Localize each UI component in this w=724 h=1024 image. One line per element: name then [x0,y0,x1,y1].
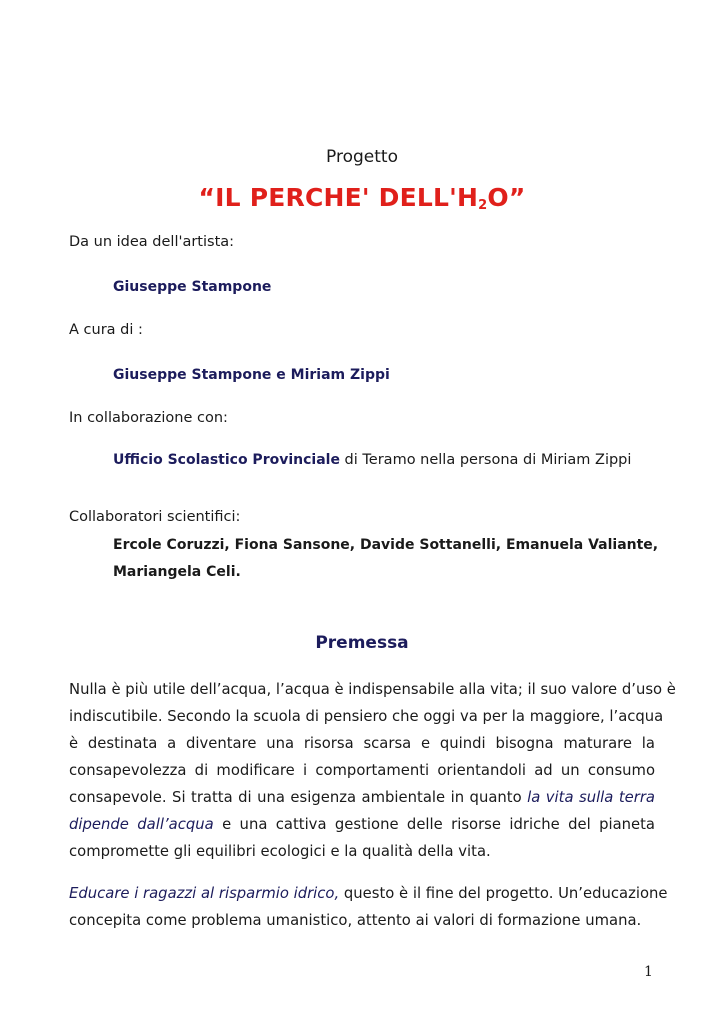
paragraph-1 [69,676,676,865]
text-span: questo è il fine del progetto. Un’educazione [339,885,668,902]
paragraph-line: Nulla è più utile dell’acqua, l’acqua è indispensabile alla vita; il suo valore d’uso è [69,681,676,698]
idea-label: Da un idea dell'artista: [69,234,235,250]
kicker: Progetto [326,147,398,167]
sci-names-line-1: Ercole Coruzzi, Fiona Sansone, Davide Sottanelli, Emanuela Valiante, [113,537,659,553]
title-subscript: 2 [478,198,488,213]
paragraph-line [69,811,655,838]
italic-span: la vita sulla terra [527,789,655,806]
paragraph-line: consapevolezza di modificare i comportamenti orientandoli ad un consumo [69,762,655,779]
idea-name: Giuseppe Stampone [113,279,272,295]
paragraph-line [69,880,668,907]
title-suffix: O” [487,183,526,212]
title-prefix: “IL PERCHE' DELL'H [198,183,479,212]
paragraph-line: indiscutibile. Secondo la scuola di pensiero che oggi va per la maggiore, l’acqua [69,708,664,725]
collab-org: Ufficio Scolastico Provinciale [113,452,340,468]
paragraph-line [69,784,655,811]
page-number: 1 [644,964,653,980]
italic-span: dipende dall’acqua [69,816,214,833]
sci-label: Collaboratori scientifici: [69,509,241,525]
text-span: e una cattiva gestione delle risorse idriche del pianeta [213,816,655,833]
page-title [0,183,724,213]
paragraph-line: concepita come problema umanistico, attento ai valori di formazione umana. [69,912,642,929]
collab-line [113,452,631,468]
paragraph-2 [69,880,668,934]
text-span: consapevole. Si tratta di una esigenza ambientale in quanto [69,789,528,806]
section-title: Premessa [315,633,409,653]
paragraph-line: compromette gli equilibri ecologici e la qualità della vita. [69,843,491,860]
italic-span: Educare i ragazzi al risparmio idrico, [69,885,340,902]
paragraph-line: è destinata a diventare una risorsa scarsa e quindi bisogna maturare la [69,735,655,752]
curator-label: A cura di : [69,322,143,338]
sci-names-line-2: Mariangela Celi. [113,564,241,580]
collab-rest: di Teramo nella persona di Miriam Zippi [339,452,632,468]
curator-names: Giuseppe Stampone e Miriam Zippi [113,367,390,383]
collab-label: In collaborazione con: [69,410,228,426]
